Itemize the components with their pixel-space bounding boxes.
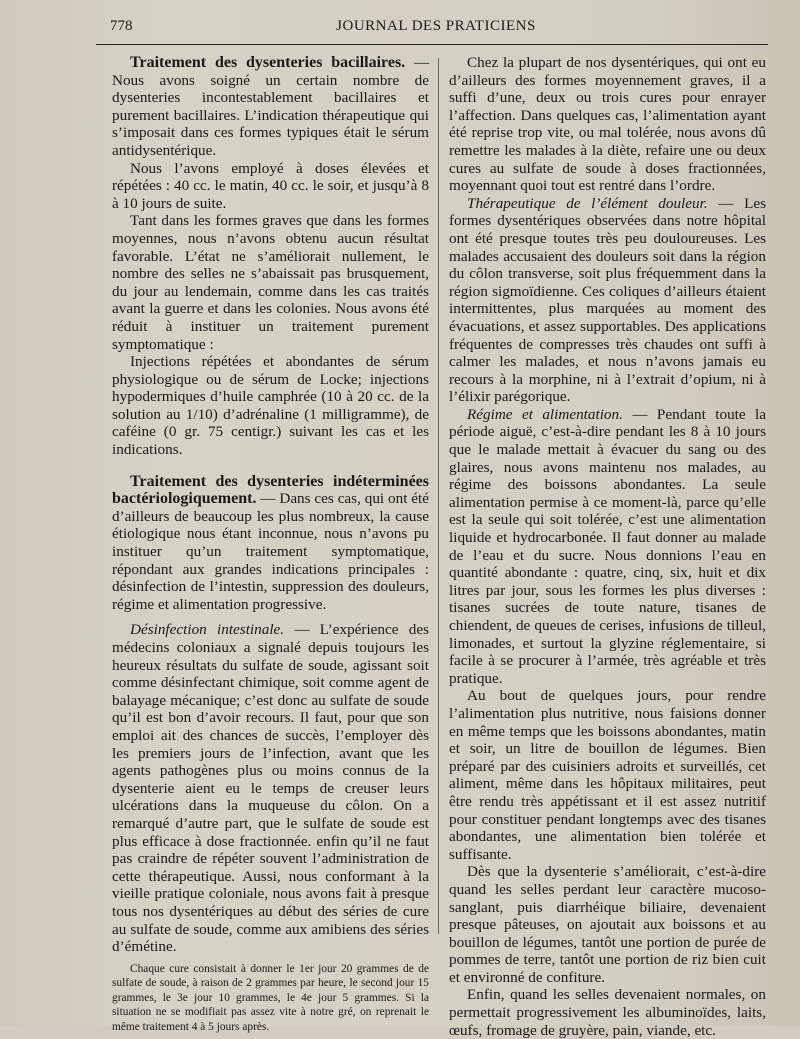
paragraph-regime: [449, 406, 766, 688]
journal-title: JOURNAL DES PRATICIENS: [336, 18, 536, 34]
subheading-douleur: Thérapeutique de l’élément douleur.: [467, 194, 708, 212]
paragraph-text: — Pendant toute la période aiguë, c’est-à-dire pendant les 8 à 10 jours que le malade mettait à évacuer du sang ou des glaires, nous avons maintenu nos malades, au régime des boissons abondantes. La seule alimentation permise à ce moment-là, parce qu’elle est la seule qui soit tolérée, c’est une alimentation liquide et hydrocarbonée. Il faut donner au malade de l’eau et du sucre. Nous donnions l’eau en quantité abondante : quatre, cinq, six, huit et dix litres par jour, sous les formes les plus diverses : tisanes sucrées de toute nature, tisanes de chiendent, de queues de cerises, infusions de tilleul, limonades, et surtout la glyzine réglementaire, si facile à se procurer à l’armée, très agréable et très pratique.: [449, 405, 766, 687]
section-heading-indeterminees: Traitement des dysenteries indéterminées bactériologiquement.: [112, 472, 429, 508]
right-column: [449, 54, 766, 1039]
header-rule: [96, 44, 768, 45]
left-column: [112, 54, 429, 1035]
page-header: [96, 18, 776, 42]
column-divider: [438, 58, 439, 934]
footnote: Chaque cure consistait à donner le 1er jour 20 grammes de de sulfate de soude, à raison de 2 grammes par heure, le second jour 15 grammes, le 3e jour 10 grammes, le 4e jour 5 grammes. Si la situation ne se modifiait pas assez vite à notre gré, on reprenait le même traitement 4 à 5 jours après.: [112, 962, 429, 1034]
paragraph: Dès que la dysenterie s’améliorait, c’est-à-dire quand les selles perdant leur caractère mucoso-sanglant, puis diarrhéique biliaire, devenaient presque pâteuses, on ajoutait aux boissons et au bouillon de légumes, tantôt une portion de purée de pommes de terre, tantôt une portion de riz bien cuit et environné de confiture.: [449, 863, 766, 986]
paragraph: Enfin, quand les selles devenaient normales, on permettait progressivement les albuminoïdes, laits, œufs, fromage de gruyère, pain, viande, etc.: [449, 986, 766, 1039]
paragraph-text: — Les formes dysentériques observées dans notre hôpital ont été presque toutes très peu douloureuses. Les malades accusaient des douleurs soit dans la région du côlon transverse, soit plus fréquemment dans la région sigmoïdienne. Ces coliques d’ailleurs étaient intermittentes, plus marquées au moment des évacuations, et assez supportables. Des applications fréquentes de compresses très chaudes ont suffi à calmer les malades, et nous n’avons jamais eu recours à la morphine, ni à l’extrait d’opium, ni à l’élixir parégorique.: [449, 194, 766, 406]
section-indeterminees-intro: [112, 473, 429, 614]
paragraph: Tant dans les formes graves que dans les formes moyennes, nous n’avons obtenu aucun résultat favorable. L’état ne s’améliorait nullement, le nombre des selles ne s’abaissait pas brusquement, du jour au lendemain, comme dans les cas traités avant la guerre et dans les colonies. Nous avons été réduit à instituer un traitement purement symptomatique :: [112, 212, 429, 353]
paragraph-text: — Nous avons soigné un certain nombre de dysenteries incontestablement bacillaires et purement bacillaires. L’indication thérapeutique qui s’imposait dans ces formes typiques était le sérum antidysentérique.: [112, 54, 429, 159]
subheading-regime: Régime et alimentation.: [467, 405, 623, 423]
paragraph: Injections répétées et abondantes de sérum physiologique ou de sérum de Locke; injections hypodermiques d’huile camphrée (10 à 20 cc. de la solution au 1/10) d’adrénaline (1 milligramme), de caféine (0 gr. 75 centigr.) suivant les cas et les indications.: [112, 353, 429, 459]
paragraph: Au bout de quelques jours, pour rendre l’alimentation plus nutritive, nous faisions donner en même temps que les boissons abondantes, matin et soir, un litre de bouillon de légumes. Bien préparé par des cuisiniers adroits et surveillés, cet aliment, même dans les hôpitaux militaires, peut être rendu très appétissant et il est assez nutritif pour constituer pendant longtemps avec des tisanes abondantes, une alimentation bien tolérée et suffisante.: [449, 687, 766, 863]
paragraph-douleur: [449, 195, 766, 406]
section-heading-bacillaires: Traitement des dysenteries bacillaires.: [130, 54, 406, 71]
paragraph-desinfection: [112, 621, 429, 955]
page-number: 778: [110, 18, 133, 34]
subheading-desinfection: Désinfection intestinale.: [130, 621, 285, 639]
section-bacillaires-intro: [112, 54, 429, 160]
paragraph-text: — L’expérience des médecins coloniaux a signalé depuis toujours les heureux résultats du sulfate de soude, agissant soit comme désinfectant chimique, soit comme agent de balayage mécanique; c’est donc au sulfate de soude qu’il est bon d’avoir recours. Il faut, pour que son emploi ait des chances de succès, l’employer dès les premiers jours de l’infection, avant que les agents pathogènes plus ou moins connus de la dysenterie aient eu le temps de creuser leurs ulcérations dans la muqueuse du côlon. On a remarqué d’autre part, que le sulfate de soude est plus efficace à dose fractionnée. enfin qu’il ne faut pas craindre de répéter souvent l’administration de cette thérapeutique. Aussi, nous conformant à la vieille pratique coloniale, nous avons fait à presque tous nos dysentériques au début des séries de cure au sulfate de soude, comme aux amibiens des séries d’émétine.: [112, 621, 429, 956]
paragraph: Nous l’avons employé à doses élevées et répétées : 40 cc. le matin, 40 cc. le soir, et jusqu’à 8 à 10 jours de suite.: [112, 159, 429, 212]
paragraph-text: — Dans ces cas, qui ont été d’ailleurs de beaucoup les plus nombreux, la cause étiologique nous étant inconnue, nous n’avons pu instituer qu’un traitement symptomatique, répondant aux grandes indications principales : désinfection de l’intestin, suppression des douleurs, régime et alimentation progressive.: [112, 490, 429, 613]
paragraph: Chez la plupart de nos dysentériques, qui ont eu d’ailleurs des formes moyennement graves, il a suffi d’une, deux ou trois cures pour enrayer l’affection. Dans quelques cas, l’alimentation ayant été reprise trop vite, ou mal tolérée, nous avons dû remettre les malades à la diète, refaire une ou deux cures au sulfate de soude à doses fractionnées, moyennant quoi tout est rentré dans l’ordre.: [449, 54, 766, 195]
